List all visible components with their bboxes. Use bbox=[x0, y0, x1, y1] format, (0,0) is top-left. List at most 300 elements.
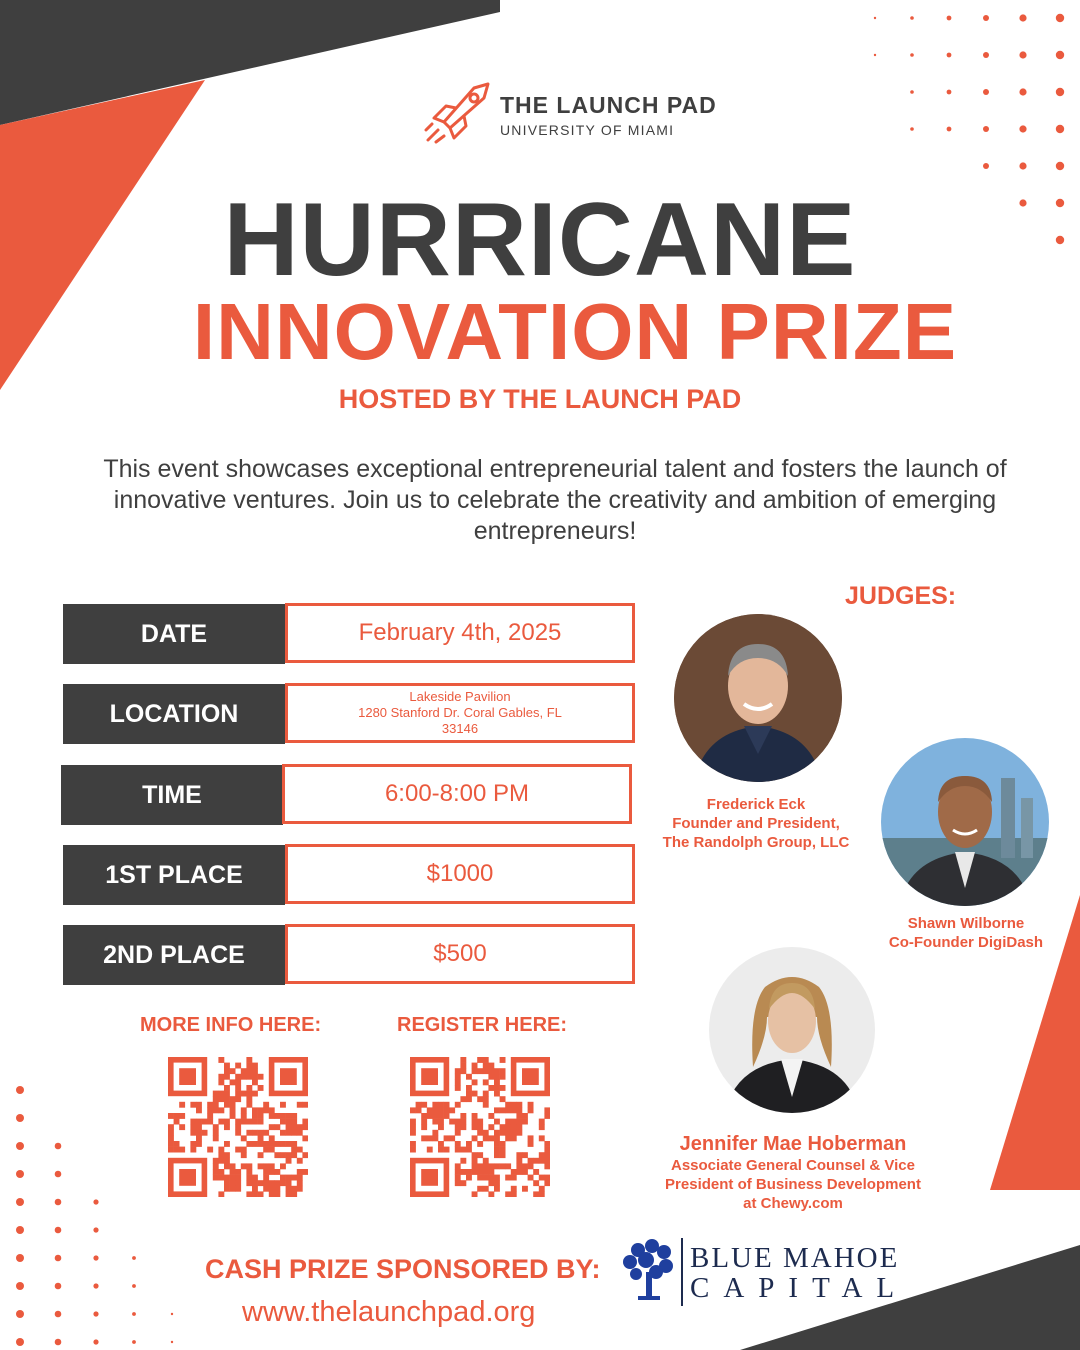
decorative-dot bbox=[16, 1282, 24, 1290]
qr-module bbox=[252, 1113, 258, 1119]
decorative-dot bbox=[171, 1341, 173, 1343]
decorative-dot bbox=[947, 16, 952, 21]
judges-heading: JUDGES: bbox=[845, 582, 957, 610]
qr-module bbox=[477, 1057, 483, 1063]
qr-module bbox=[235, 1169, 241, 1175]
qr-module bbox=[477, 1068, 483, 1074]
qr-module bbox=[274, 1124, 280, 1130]
more-info-label: MORE INFO HERE: bbox=[140, 1014, 322, 1036]
qr-module bbox=[258, 1085, 264, 1091]
qr-module bbox=[505, 1163, 511, 1169]
qr-module bbox=[252, 1191, 258, 1197]
qr-module bbox=[432, 1102, 438, 1108]
qr-module bbox=[505, 1130, 511, 1136]
qr-module bbox=[444, 1102, 450, 1108]
qr-module bbox=[455, 1147, 461, 1153]
qr-module bbox=[302, 1124, 308, 1130]
qr-module bbox=[168, 1124, 174, 1130]
qr-module bbox=[218, 1191, 224, 1197]
qr-module bbox=[455, 1074, 461, 1080]
qr-module bbox=[505, 1119, 511, 1125]
qr-module bbox=[179, 1147, 185, 1153]
qr-module bbox=[410, 1119, 416, 1125]
qr-module bbox=[516, 1163, 522, 1169]
decorative-dot bbox=[93, 1339, 98, 1344]
decorative-dot bbox=[55, 1339, 62, 1346]
qr-module bbox=[213, 1135, 219, 1141]
qr-module bbox=[505, 1102, 511, 1108]
time-label: TIME bbox=[61, 765, 283, 825]
qr-module bbox=[269, 1124, 275, 1130]
qr-module bbox=[224, 1102, 230, 1108]
decorative-dot bbox=[983, 15, 989, 21]
decorative-dot bbox=[1019, 162, 1026, 169]
first-place-row bbox=[63, 845, 285, 905]
qr-module bbox=[511, 1169, 517, 1175]
qr-module bbox=[511, 1124, 517, 1130]
qr-module bbox=[460, 1068, 466, 1074]
second-place-label: 2ND PLACE bbox=[63, 925, 285, 985]
qr-module bbox=[455, 1079, 461, 1085]
qr-module bbox=[297, 1102, 303, 1108]
qr-module bbox=[218, 1074, 224, 1080]
qr-module bbox=[483, 1102, 489, 1108]
qr-module bbox=[263, 1180, 269, 1186]
qr-module bbox=[533, 1180, 539, 1186]
qr-module bbox=[472, 1169, 478, 1175]
qr-module bbox=[544, 1152, 550, 1158]
qr-module bbox=[472, 1119, 478, 1125]
qr-module bbox=[252, 1175, 258, 1181]
qr-module bbox=[218, 1096, 224, 1102]
qr-module bbox=[488, 1135, 494, 1141]
qr-module bbox=[494, 1135, 500, 1141]
qr-module bbox=[505, 1175, 511, 1181]
qr-module bbox=[246, 1085, 252, 1091]
qr-finder-pattern bbox=[522, 1068, 539, 1085]
qr-module bbox=[455, 1130, 461, 1136]
qr-module bbox=[274, 1186, 280, 1192]
qr-module bbox=[500, 1147, 506, 1153]
qr-module bbox=[213, 1091, 219, 1097]
qr-module bbox=[252, 1119, 258, 1125]
qr-module bbox=[438, 1119, 444, 1125]
qr-module bbox=[246, 1163, 252, 1169]
qr-module bbox=[241, 1091, 247, 1097]
qr-module bbox=[528, 1175, 534, 1181]
qr-module bbox=[528, 1107, 534, 1113]
qr-module bbox=[477, 1152, 483, 1158]
qr-module bbox=[494, 1091, 500, 1097]
qr-module bbox=[263, 1102, 269, 1108]
qr-module bbox=[297, 1124, 303, 1130]
qr-module bbox=[494, 1107, 500, 1113]
qr-module bbox=[196, 1124, 202, 1130]
qr-module bbox=[472, 1113, 478, 1119]
qr-module bbox=[263, 1163, 269, 1169]
qr-module bbox=[274, 1113, 280, 1119]
qr-module bbox=[444, 1147, 450, 1153]
qr-module bbox=[213, 1158, 219, 1164]
qr-module bbox=[286, 1119, 292, 1125]
qr-module bbox=[466, 1141, 472, 1147]
qr-module bbox=[488, 1063, 494, 1069]
decorative-dot bbox=[132, 1312, 136, 1316]
judge-frederick-photo bbox=[674, 614, 842, 782]
qr-module bbox=[500, 1163, 506, 1169]
decorative-dot bbox=[93, 1255, 98, 1260]
qr-module bbox=[190, 1130, 196, 1136]
qr-module bbox=[505, 1107, 511, 1113]
qr-module bbox=[460, 1124, 466, 1130]
qr-module bbox=[218, 1158, 224, 1164]
qr-module bbox=[477, 1096, 483, 1102]
decorative-dot bbox=[16, 1338, 24, 1346]
qr-module bbox=[263, 1107, 269, 1113]
website-link[interactable]: www.thelaunchpad.org bbox=[242, 1296, 536, 1328]
qr-module bbox=[544, 1147, 550, 1153]
qr-module bbox=[494, 1163, 500, 1169]
qr-module bbox=[488, 1191, 494, 1197]
decorative-dot bbox=[16, 1198, 24, 1206]
decorative-dot bbox=[55, 1311, 62, 1318]
qr-module bbox=[207, 1119, 213, 1125]
qr-module bbox=[516, 1169, 522, 1175]
qr-module bbox=[511, 1102, 517, 1108]
qr-module bbox=[241, 1135, 247, 1141]
qr-module bbox=[438, 1147, 444, 1153]
title-line-2: INNOVATION PRIZE bbox=[192, 287, 958, 376]
qr-module bbox=[460, 1063, 466, 1069]
qr-module bbox=[494, 1147, 500, 1153]
qr-module bbox=[460, 1158, 466, 1164]
qr-module bbox=[421, 1119, 427, 1125]
qr-module bbox=[483, 1130, 489, 1136]
qr-module bbox=[297, 1180, 303, 1186]
qr-module bbox=[500, 1068, 506, 1074]
decorative-dot bbox=[55, 1255, 62, 1262]
judge-jennifer-caption bbox=[630, 1132, 956, 1213]
qr-module bbox=[494, 1068, 500, 1074]
qr-module bbox=[297, 1158, 303, 1164]
decorative-dot bbox=[1056, 125, 1064, 133]
qr-module bbox=[274, 1152, 280, 1158]
qr-module bbox=[286, 1158, 292, 1164]
qr-module bbox=[235, 1186, 241, 1192]
qr-module bbox=[460, 1119, 466, 1125]
rocket-logo-icon bbox=[424, 78, 496, 144]
qr-module bbox=[202, 1130, 208, 1136]
qr-module bbox=[410, 1147, 416, 1153]
qr-module bbox=[483, 1163, 489, 1169]
qr-module bbox=[241, 1152, 247, 1158]
qr-module bbox=[241, 1074, 247, 1080]
qr-module bbox=[539, 1158, 545, 1164]
qr-module bbox=[258, 1180, 264, 1186]
qr-module bbox=[224, 1091, 230, 1097]
judge-frederick-title-2: The Randolph Group, LLC bbox=[662, 834, 850, 851]
qr-module bbox=[190, 1119, 196, 1125]
qr-module bbox=[252, 1130, 258, 1136]
decorative-dot bbox=[910, 90, 914, 94]
qr-module bbox=[544, 1107, 550, 1113]
qr-module bbox=[477, 1175, 483, 1181]
time-row bbox=[61, 765, 283, 825]
qr-module bbox=[488, 1068, 494, 1074]
qr-module bbox=[224, 1152, 230, 1158]
qr-module bbox=[224, 1141, 230, 1147]
qr-module bbox=[455, 1169, 461, 1175]
qr-module bbox=[483, 1057, 489, 1063]
qr-module bbox=[190, 1102, 196, 1108]
qr-module bbox=[174, 1147, 180, 1153]
second-place-row bbox=[63, 925, 285, 985]
register-qr-code[interactable] bbox=[410, 1057, 550, 1197]
qr-module bbox=[252, 1091, 258, 1097]
qr-module bbox=[297, 1147, 303, 1153]
qr-module bbox=[224, 1180, 230, 1186]
qr-module bbox=[196, 1119, 202, 1125]
qr-module bbox=[246, 1119, 252, 1125]
qr-module bbox=[477, 1119, 483, 1125]
qr-module bbox=[235, 1091, 241, 1097]
qr-module bbox=[500, 1141, 506, 1147]
qr-module bbox=[302, 1135, 308, 1141]
decorative-dot bbox=[1019, 14, 1026, 21]
qr-finder-pattern bbox=[280, 1068, 297, 1085]
qr-module bbox=[483, 1169, 489, 1175]
qr-module bbox=[230, 1102, 236, 1108]
qr-module bbox=[483, 1063, 489, 1069]
decorative-dot bbox=[1056, 162, 1064, 170]
qr-module bbox=[539, 1175, 545, 1181]
qr-module bbox=[291, 1113, 297, 1119]
qr-module bbox=[438, 1102, 444, 1108]
qr-module bbox=[488, 1113, 494, 1119]
qr-module bbox=[539, 1135, 545, 1141]
qr-module bbox=[263, 1175, 269, 1181]
time-value: 6:00-8:00 PM bbox=[282, 764, 632, 824]
qr-module bbox=[466, 1085, 472, 1091]
qr-module bbox=[286, 1124, 292, 1130]
qr-module bbox=[230, 1180, 236, 1186]
qr-module bbox=[488, 1169, 494, 1175]
decorative-dot bbox=[1019, 88, 1026, 95]
qr-module bbox=[522, 1119, 528, 1125]
qr-module bbox=[168, 1135, 174, 1141]
qr-module bbox=[280, 1113, 286, 1119]
qr-module bbox=[539, 1119, 545, 1125]
qr-module bbox=[472, 1135, 478, 1141]
qr-module bbox=[291, 1141, 297, 1147]
qr-module bbox=[505, 1191, 511, 1197]
judge-jennifer-photo bbox=[709, 947, 875, 1113]
qr-module bbox=[246, 1191, 252, 1197]
qr-module bbox=[269, 1180, 275, 1186]
qr-module bbox=[190, 1141, 196, 1147]
qr-module bbox=[286, 1141, 292, 1147]
qr-module bbox=[230, 1169, 236, 1175]
qr-module bbox=[444, 1107, 450, 1113]
qr-module bbox=[230, 1113, 236, 1119]
qr-module bbox=[218, 1152, 224, 1158]
qr-module bbox=[302, 1169, 308, 1175]
qr-module bbox=[286, 1191, 292, 1197]
qr-module bbox=[224, 1186, 230, 1192]
qr-module bbox=[421, 1113, 427, 1119]
decorative-dot bbox=[16, 1086, 24, 1094]
qr-module bbox=[494, 1180, 500, 1186]
qr-module bbox=[252, 1063, 258, 1069]
qr-module bbox=[472, 1152, 478, 1158]
qr-module bbox=[539, 1191, 545, 1197]
qr-module bbox=[500, 1124, 506, 1130]
qr-module bbox=[235, 1124, 241, 1130]
judge-frederick-caption bbox=[640, 795, 872, 852]
qr-module bbox=[522, 1152, 528, 1158]
qr-module bbox=[522, 1169, 528, 1175]
qr-module bbox=[168, 1130, 174, 1136]
qr-module bbox=[483, 1091, 489, 1097]
qr-module bbox=[286, 1130, 292, 1136]
sponsor-label: CASH PRIZE SPONSORED BY: bbox=[205, 1254, 601, 1284]
qr-module bbox=[438, 1124, 444, 1130]
qr-module bbox=[190, 1147, 196, 1153]
qr-module bbox=[174, 1141, 180, 1147]
qr-module bbox=[421, 1102, 427, 1108]
qr-module bbox=[269, 1147, 275, 1153]
qr-module bbox=[483, 1135, 489, 1141]
more-info-qr-code[interactable] bbox=[168, 1057, 308, 1197]
qr-module bbox=[511, 1191, 517, 1197]
qr-module bbox=[241, 1068, 247, 1074]
qr-module bbox=[494, 1175, 500, 1181]
judge-jennifer-title-2: President of Business Development bbox=[665, 1176, 921, 1193]
qr-module bbox=[291, 1152, 297, 1158]
qr-module bbox=[544, 1163, 550, 1169]
qr-module bbox=[544, 1175, 550, 1181]
qr-module bbox=[179, 1124, 185, 1130]
decorative-dot bbox=[16, 1310, 24, 1318]
qr-module bbox=[179, 1102, 185, 1108]
qr-module bbox=[230, 1068, 236, 1074]
location-line-1: Lakeside Pavilion bbox=[409, 689, 511, 704]
brand-name: THE LAUNCH PAD bbox=[500, 92, 717, 118]
first-place-label: 1ST PLACE bbox=[63, 845, 285, 905]
qr-module bbox=[218, 1057, 224, 1063]
decorative-dot bbox=[874, 17, 876, 19]
qr-module bbox=[544, 1141, 550, 1147]
qr-module bbox=[235, 1079, 241, 1085]
qr-module bbox=[246, 1180, 252, 1186]
qr-module bbox=[286, 1152, 292, 1158]
qr-module bbox=[410, 1107, 416, 1113]
qr-module bbox=[263, 1130, 269, 1136]
qr-module bbox=[477, 1186, 483, 1192]
hosted-by: HOSTED BY THE LAUNCH PAD bbox=[338, 384, 742, 414]
qr-module bbox=[494, 1119, 500, 1125]
qr-module bbox=[488, 1163, 494, 1169]
title-line-1: HURRICANE bbox=[223, 182, 857, 298]
qr-module bbox=[235, 1180, 241, 1186]
qr-module bbox=[488, 1074, 494, 1080]
qr-module bbox=[483, 1079, 489, 1085]
qr-module bbox=[241, 1163, 247, 1169]
qr-module bbox=[483, 1096, 489, 1102]
qr-module bbox=[258, 1152, 264, 1158]
qr-module bbox=[252, 1180, 258, 1186]
qr-module bbox=[297, 1169, 303, 1175]
sponsor-divider bbox=[681, 1238, 683, 1306]
qr-module bbox=[218, 1175, 224, 1181]
decorative-dot bbox=[93, 1227, 98, 1232]
qr-module bbox=[472, 1163, 478, 1169]
qr-module bbox=[483, 1158, 489, 1164]
qr-module bbox=[246, 1057, 252, 1063]
qr-module bbox=[252, 1141, 258, 1147]
judge-jennifer-name: Jennifer Mae Hoberman bbox=[679, 1133, 907, 1155]
decorative-dot bbox=[910, 127, 914, 131]
qr-module bbox=[432, 1135, 438, 1141]
qr-module bbox=[472, 1068, 478, 1074]
qr-module bbox=[269, 1113, 275, 1119]
qr-module bbox=[224, 1085, 230, 1091]
qr-module bbox=[511, 1175, 517, 1181]
decorative-dot bbox=[55, 1143, 62, 1150]
qr-module bbox=[274, 1169, 280, 1175]
qr-module bbox=[230, 1163, 236, 1169]
qr-module bbox=[280, 1130, 286, 1136]
qr-module bbox=[416, 1107, 422, 1113]
qr-module bbox=[460, 1180, 466, 1186]
qr-module bbox=[455, 1102, 461, 1108]
qr-module bbox=[235, 1119, 241, 1125]
qr-module bbox=[263, 1186, 269, 1192]
qr-module bbox=[500, 1085, 506, 1091]
qr-module bbox=[269, 1186, 275, 1192]
qr-module bbox=[500, 1107, 506, 1113]
qr-module bbox=[263, 1147, 269, 1153]
qr-module bbox=[218, 1091, 224, 1097]
decorative-dot bbox=[55, 1171, 62, 1178]
qr-module bbox=[235, 1063, 241, 1069]
qr-module bbox=[274, 1191, 280, 1197]
qr-module bbox=[483, 1175, 489, 1181]
qr-module bbox=[500, 1096, 506, 1102]
qr-module bbox=[472, 1191, 478, 1197]
qr-module bbox=[269, 1191, 275, 1197]
qr-module bbox=[246, 1096, 252, 1102]
decorative-dot bbox=[983, 163, 989, 169]
qr-module bbox=[218, 1079, 224, 1085]
qr-module bbox=[218, 1107, 224, 1113]
qr-finder-pattern bbox=[421, 1068, 438, 1085]
qr-module bbox=[291, 1147, 297, 1153]
register-label: REGISTER HERE: bbox=[397, 1014, 568, 1036]
qr-module bbox=[500, 1130, 506, 1136]
qr-module bbox=[246, 1091, 252, 1097]
qr-module bbox=[235, 1074, 241, 1080]
qr-finder-pattern bbox=[179, 1169, 196, 1186]
second-place-value: $500 bbox=[285, 924, 635, 984]
qr-module bbox=[258, 1119, 264, 1125]
qr-module bbox=[224, 1068, 230, 1074]
qr-module bbox=[213, 1175, 219, 1181]
qr-module bbox=[269, 1169, 275, 1175]
qr-module bbox=[522, 1163, 528, 1169]
qr-module bbox=[263, 1169, 269, 1175]
qr-module bbox=[207, 1147, 213, 1153]
